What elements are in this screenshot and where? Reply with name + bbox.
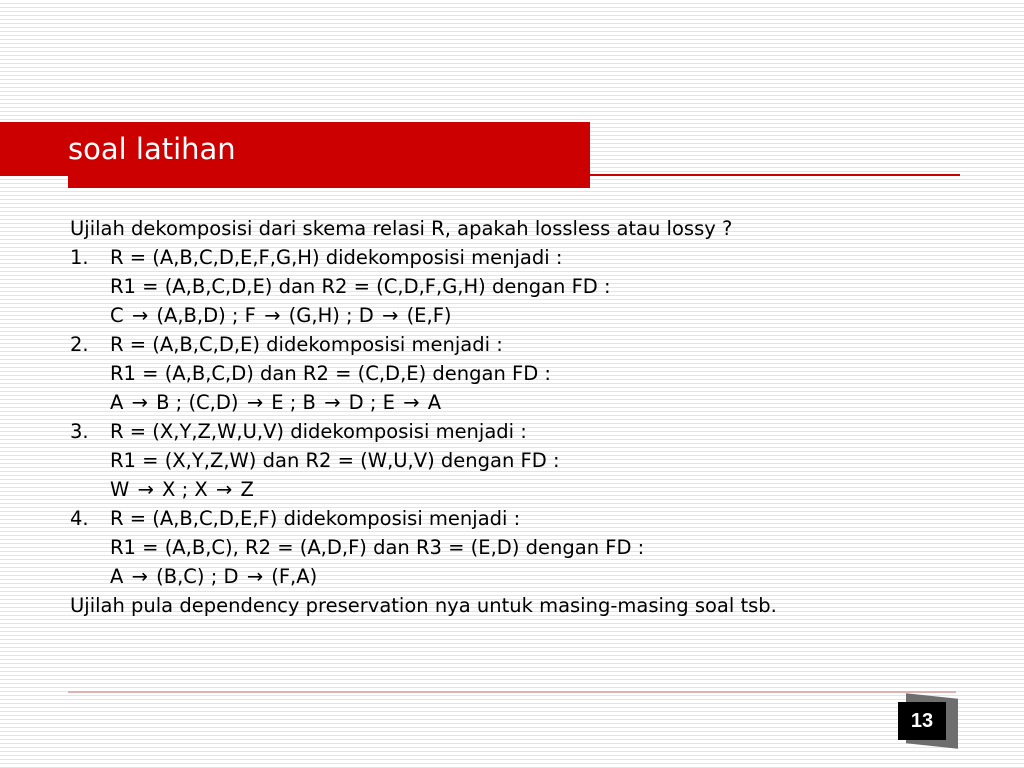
arrow-icon: → (137, 478, 154, 501)
fd-text: (A,B,D) ; F (156, 304, 256, 327)
list-item-3 (70, 417, 970, 446)
fd-text: A (110, 565, 124, 588)
item-relation: R = (A,B,C,D,E,F,G,H) didekomposisi menjadi : (110, 246, 563, 269)
fd-text: E ; B (271, 391, 316, 414)
fd-text: (E,F) (406, 304, 452, 327)
slide-title: soal latihan (68, 132, 236, 166)
fd-text: (G,H) ; D (288, 304, 374, 327)
list-item-2 (70, 330, 970, 359)
fd-text: D ; E (348, 391, 395, 414)
closing-text: Ujilah pula dependency preservation nya untuk masing-masing soal tsb. (70, 594, 777, 617)
fd-text: A (110, 391, 124, 414)
item-number: 4. (70, 507, 89, 530)
arrow-icon: → (131, 304, 149, 327)
item-fd (70, 388, 970, 417)
fd-text: W (110, 478, 130, 501)
fd-text: Z (240, 478, 254, 501)
item-number: 3. (70, 420, 89, 443)
item-fd (70, 475, 970, 504)
arrow-icon: → (215, 478, 233, 501)
item-decomposition: R1 = (X,Y,Z,W) dan R2 = (W,U,V) dengan FD : (110, 449, 560, 472)
list-item-1 (70, 243, 970, 272)
arrow-icon: → (382, 304, 399, 327)
arrow-icon: → (403, 391, 420, 414)
arrow-icon: → (246, 391, 264, 414)
fd-text: (F,A) (271, 565, 318, 588)
item-fd (70, 301, 970, 330)
intro-text: Ujilah dekomposisi dari skema relasi R, apakah lossless atau lossy ? (70, 217, 733, 240)
title-rule (590, 174, 960, 176)
item-relation: R = (A,B,C,D,E,F) didekomposisi menjadi : (110, 507, 521, 530)
fd-text: X ; X (162, 478, 208, 501)
footer-rule (68, 691, 956, 693)
arrow-icon: → (324, 391, 341, 414)
title-underbar (68, 176, 590, 188)
fd-text: B ; (C,D) (156, 391, 239, 414)
page-number: 13 (898, 702, 946, 740)
item-relation: R = (X,Y,Z,W,U,V) didekomposisi menjadi : (110, 420, 527, 443)
item-relation: R = (A,B,C,D,E) didekomposisi menjadi : (110, 333, 503, 356)
arrow-icon: → (131, 565, 148, 588)
item-number: 1. (70, 246, 89, 269)
item-decomposition: R1 = (A,B,C,D) dan R2 = (C,D,E) dengan FD : (110, 362, 552, 385)
slide-body (70, 214, 970, 620)
fd-text: (B,C) ; D (156, 565, 239, 588)
arrow-icon: → (246, 565, 264, 588)
item-decomposition: R1 = (A,B,C), R2 = (A,D,F) dan R3 = (E,D) dengan FD : (110, 536, 645, 559)
arrow-icon: → (264, 304, 281, 327)
fd-text: C (110, 304, 124, 327)
item-number: 2. (70, 333, 89, 356)
fd-text: A (427, 391, 442, 414)
item-decomposition: R1 = (A,B,C,D,E) dan R2 = (C,D,F,G,H) dengan FD : (110, 275, 611, 298)
item-fd (70, 562, 970, 591)
arrow-icon: → (131, 391, 148, 414)
list-item-4 (70, 504, 970, 533)
